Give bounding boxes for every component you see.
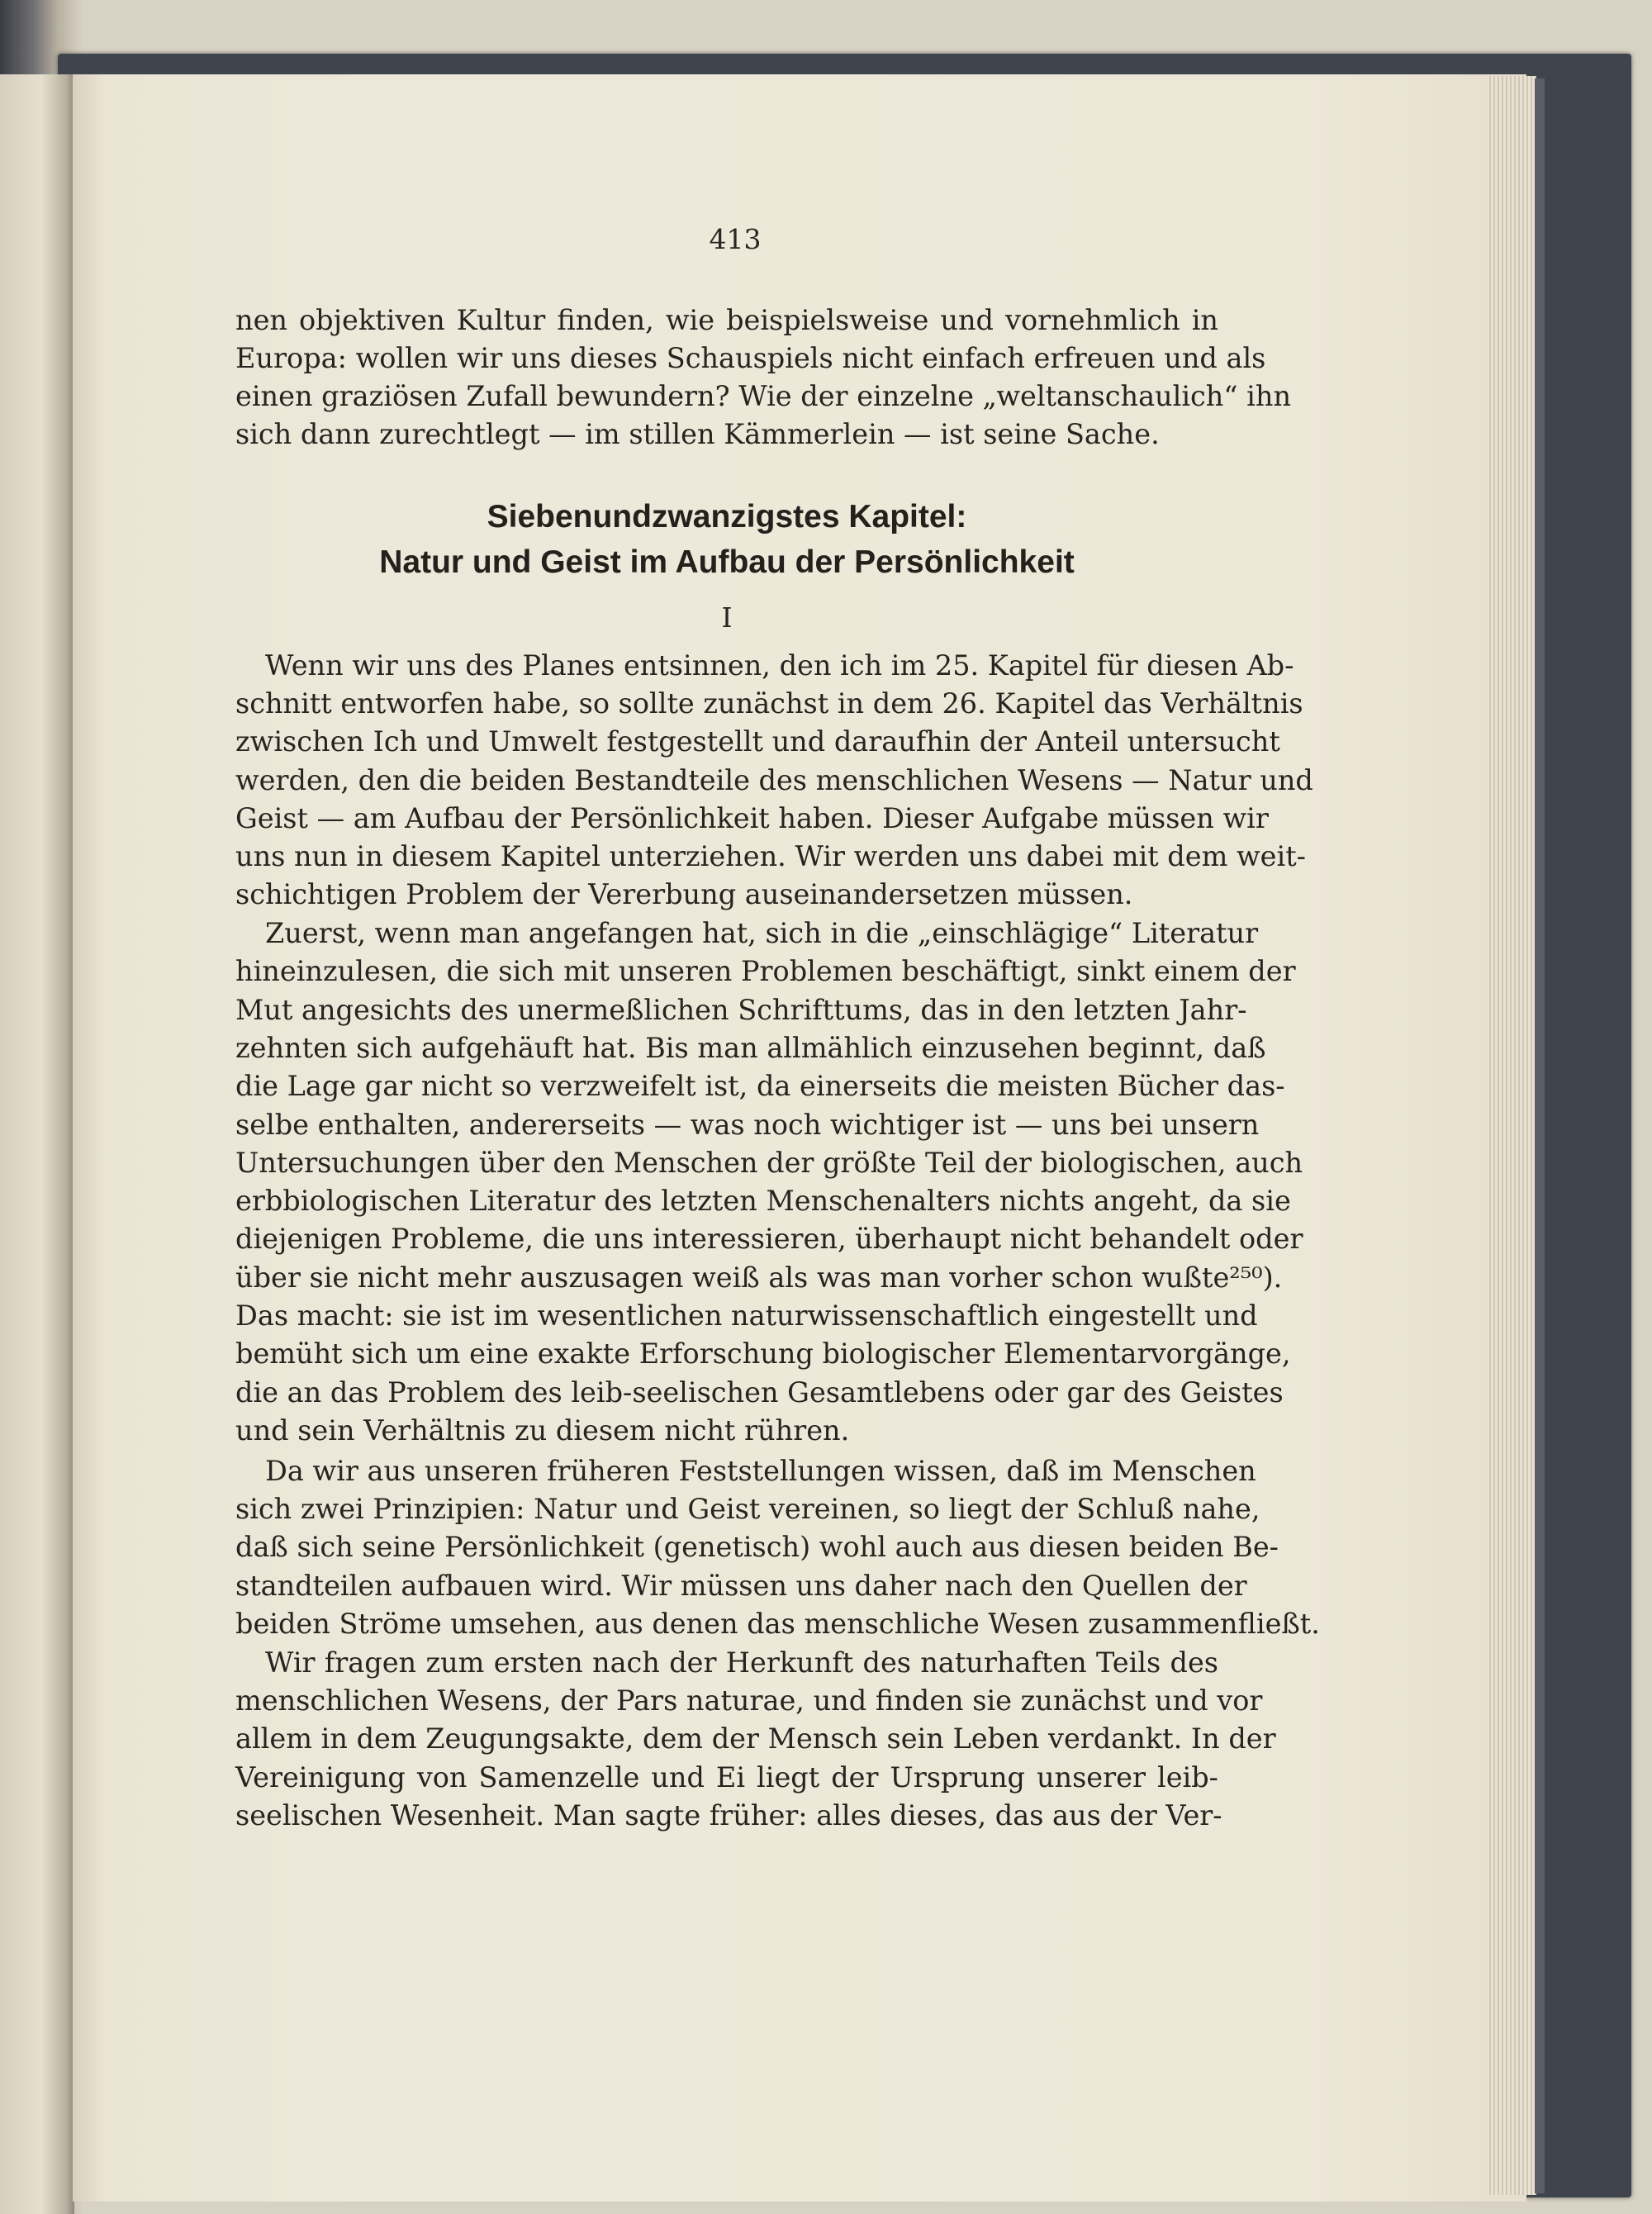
page-stack-shadow (1535, 78, 1545, 2193)
text-line: menschlichen Wesens, der Pars naturae, und finden sie zunächst und vor (235, 1684, 1263, 1718)
text-line: sich zwei Prinzipien: Natur und Geist vereinen, so liegt der Schluß nahe, (235, 1493, 1260, 1526)
text-line: und sein Verhältnis zu diesem nicht rühren. (235, 1413, 850, 1447)
text-line: sich dann zurechtlegt — im stillen Kämmerlein — ist seine Sache. (235, 418, 1160, 450)
text-line: werden, den die beiden Bestandteile des menschlichen Wesens — Natur und (235, 763, 1313, 796)
left-page-edge (0, 74, 74, 2214)
text-line: einen graziösen Zufall bewundern? Wie der einzelne „weltanschaulich“ ihn (235, 380, 1292, 412)
chapter-title: Siebenundzwanzigstes Kapitel: (487, 499, 967, 534)
text-line: schnitt entworfen habe, so sollte zunächst in dem 26. Kapitel das Verhältnis (235, 687, 1303, 720)
chapter-subtitle: Natur und Geist im Aufbau der Persönlichkeit (379, 544, 1075, 580)
text-line: allem in dem Zeugungsakte, dem der Mensch sein Leben verdankt. In der (235, 1722, 1276, 1756)
text-line: Das macht: sie ist im wesentlichen naturwissenschaftlich eingestellt und (235, 1299, 1258, 1332)
page-stack-edge (1487, 76, 1536, 2195)
page-number: 413 (709, 223, 762, 255)
text-line: Europa: wollen wir uns dieses Schauspiels nicht einfach erfreuen und als (235, 342, 1266, 374)
text-line: daß sich seine Persönlichkeit (genetisch) wohl auch aus diesen beiden Be- (235, 1531, 1279, 1564)
text-line: seelischen Wesenheit. Man sagte früher: alles dieses, das aus der Ver- (235, 1798, 1222, 1832)
text-line: über sie nicht mehr auszusagen weiß als was man vorher schon wußte²⁵⁰). (235, 1261, 1283, 1294)
text-line: Wir fragen zum ersten nach der Herkunft des naturhaften Teils des (265, 1646, 1218, 1679)
text-line: Mut angesichts des unermeßlichen Schrifttums, das in den letzten Jahr- (235, 993, 1247, 1026)
text-line: Vereinigung von Samenzelle und Ei liegt der Ursprung unserer leib- (235, 1760, 1218, 1794)
text-line: Untersuchungen über den Menschen der größte Teil der biologischen, auch (235, 1146, 1303, 1179)
text-line: erbbiologischen Literatur des letzten Menschenalters nichts angeht, da sie (235, 1185, 1291, 1218)
text-line: diejenigen Probleme, die uns interessieren, überhaupt nicht behandelt oder (235, 1223, 1303, 1256)
text-line: zehnten sich aufgehäuft hat. Bis man allmählich einzusehen beginnt, daß (235, 1031, 1266, 1064)
text-line: Wenn wir uns des Planes entsinnen, den ich im 25. Kapitel für diesen Ab- (265, 649, 1294, 682)
text-line: Da wir aus unseren früheren Feststellungen wissen, daß im Menschen (265, 1455, 1256, 1487)
text-line: uns nun in diesem Kapitel unterziehen. Wir werden uns dabei mit dem weit- (235, 840, 1306, 872)
text-line: nen objektiven Kultur finden, wie beispielsweise und vornehmlich in (235, 304, 1218, 336)
text-line: Zuerst, wenn man angefangen hat, sich in die „einschlägige“ Literatur (265, 917, 1259, 949)
text-line: hineinzulesen, die sich mit unseren Problemen beschäftigt, sinkt einem der (235, 955, 1296, 988)
text-line: beiden Ströme umsehen, aus denen das menschliche Wesen zusammenfließt. (235, 1607, 1320, 1640)
text-line: die an das Problem des leib-seelischen Gesamtlebens oder gar des Geistes (235, 1375, 1284, 1409)
text-line: zwischen Ich und Umwelt festgestellt und daraufhin der Anteil untersucht (235, 725, 1280, 758)
text-line: schichtigen Problem der Vererbung auseinandersetzen müssen. (235, 878, 1133, 911)
text-line: bemüht sich um eine exakte Erforschung biologischer Elementarvorgänge, (235, 1337, 1291, 1371)
text-line: Geist — am Aufbau der Persönlichkeit haben. Dieser Aufgabe müssen wir (235, 801, 1269, 834)
text-line: die Lage gar nicht so verzweifelt ist, da einerseits die meisten Bücher das- (235, 1070, 1285, 1103)
section-number: I (721, 601, 733, 634)
text-line: selbe enthalten, andererseits — was noch wichtiger ist — uns bei unsern (235, 1108, 1260, 1141)
text-line: standteilen aufbauen wird. Wir müssen uns daher nach den Quellen der (235, 1569, 1247, 1602)
